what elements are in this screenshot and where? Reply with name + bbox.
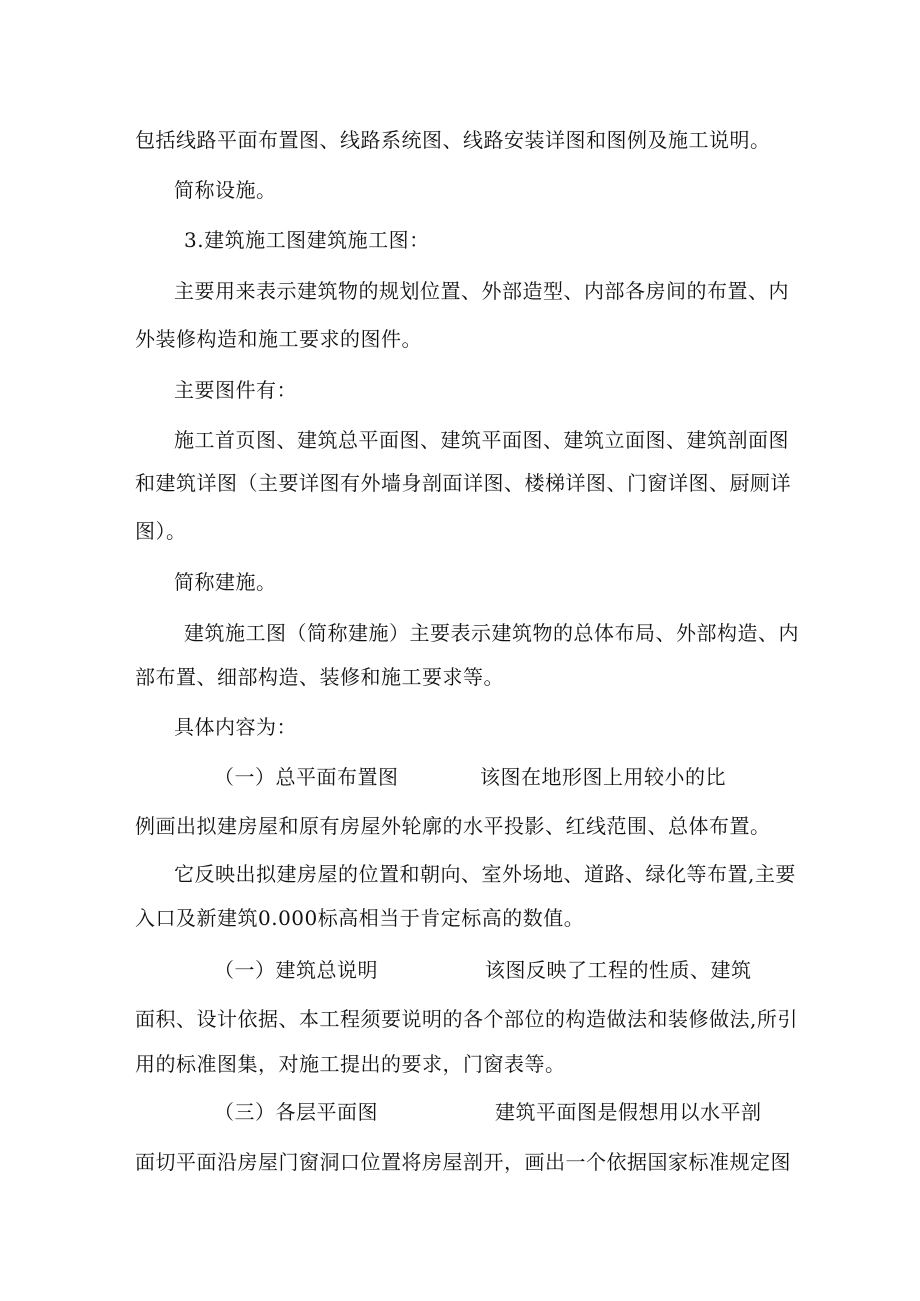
body-text-line: 面切平面沿房屋门窗洞口位置将房屋剖开，画出一个依据国家标准规定图 xyxy=(135,1150,791,1174)
body-text-line: 主要用来表示建筑物的规划位置、外部造型、内部各房间的布置、内 xyxy=(174,279,789,303)
subsection-lead-text: 该图反映了工程的性质、建筑 xyxy=(485,958,752,982)
body-text-line: 例画出拟建房屋和原有房屋外轮廓的水平投影、红线范围、总体布置。 xyxy=(135,814,771,838)
body-text-line: 入口及新建筑0.000标高相当于肯定标高的数值。 xyxy=(135,906,585,930)
subsection-lead-text: 该图在地形图上用较小的比 xyxy=(480,765,726,789)
body-text-line: 面积、设计依据、本工程须要说明的各个部位的构造做法和装修做法,所引 xyxy=(135,1007,798,1031)
body-text-line: 简称设施。 xyxy=(174,178,277,202)
body-text-line: 简称建施。 xyxy=(174,570,277,594)
body-text-line: 和建筑详图（主要详图有外墙身剖面详图、楼梯详图、门窗详图、厨厕详 xyxy=(135,471,791,495)
subsection-heading: （一）建筑总说明 xyxy=(214,958,378,982)
body-text-line: 建筑施工图（简称建施）主要表示建筑物的总体布局、外部构造、内 xyxy=(184,621,799,645)
body-text-line: 部布置、细部构造、装修和施工要求等。 xyxy=(135,665,504,689)
body-text-line: 用的标准图集，对施工提出的要求，门窗表等。 xyxy=(135,1052,566,1076)
body-text-line: 包括线路平面布置图、线路系统图、线路安装详图和图例及施工说明。 xyxy=(135,128,771,152)
subsection-lead-text: 建筑平面图是假想用以水平剖 xyxy=(495,1100,762,1124)
body-text-line: 施工首页图、建筑总平面图、建筑平面图、建筑立面图、建筑剖面图 xyxy=(174,428,789,452)
body-text-line: 它反映出拟建房屋的位置和朝向、室外场地、道路、绿化等布置,主要 xyxy=(174,862,796,886)
section-heading: 3.建筑施工图建筑施工图： xyxy=(184,228,430,252)
body-text-line: 图）。 xyxy=(135,519,187,543)
body-text-line: 具体内容为： xyxy=(174,715,297,739)
body-text-line: 外装修构造和施工要求的图件。 xyxy=(135,327,422,351)
subsection-heading: （一）总平面布置图 xyxy=(214,765,399,789)
subsection-heading: （三）各层平面图 xyxy=(214,1100,378,1124)
body-text-line: 主要图件有： xyxy=(174,378,297,402)
